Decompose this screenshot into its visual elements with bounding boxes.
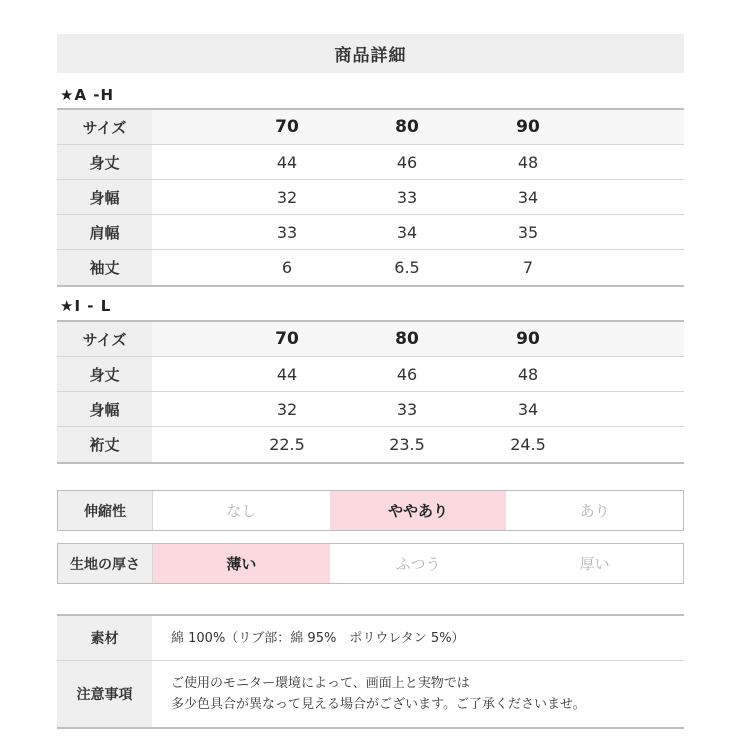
table-cell: 6	[281, 258, 293, 277]
table-cell: 24.5	[510, 435, 546, 454]
table-cell: 46	[396, 152, 418, 172]
row-header: 身幅	[57, 392, 152, 426]
size-column-80: 80	[395, 117, 419, 137]
notice-row	[57, 661, 684, 727]
table-cell: 34	[396, 222, 418, 242]
row-header: 身幅	[57, 180, 152, 214]
notice-line-2: 多少色具合が異なって見える場合がございます。ご了承くださいませ。	[171, 697, 586, 712]
size-header-row	[57, 322, 684, 357]
size-table-a-h	[57, 108, 684, 287]
table-cell: 48	[517, 152, 539, 172]
thickness-scale	[57, 543, 684, 584]
table-cell: 22.5	[269, 435, 305, 454]
thickness-option-thick: 厚い	[579, 555, 610, 573]
size-column-70: 70	[275, 117, 299, 137]
notice-text	[152, 661, 684, 727]
row-header-size: サイズ	[57, 322, 152, 356]
table-cell: 32	[276, 399, 298, 419]
table-cell: 33	[396, 399, 418, 419]
table-row	[57, 215, 684, 250]
table-row	[57, 427, 684, 462]
table-cell: 35	[517, 222, 539, 242]
table-cell: 48	[517, 364, 539, 384]
table-row	[57, 180, 684, 215]
info-table	[57, 614, 684, 729]
table-row	[57, 357, 684, 392]
material-label: 素材	[57, 616, 152, 660]
table-cell: 7	[522, 258, 534, 277]
stretch-option-slight: ややあり	[330, 491, 507, 530]
size-column-90: 90	[516, 329, 540, 349]
size-column-70: 70	[275, 329, 299, 349]
notice-line-1: ご使用のモニター環境によって、画面上と実物では	[171, 676, 470, 691]
material-row	[57, 616, 684, 661]
size-column-80: 80	[395, 329, 419, 349]
row-header: 裄丈	[57, 427, 152, 462]
size-table-i-l	[57, 320, 684, 464]
table-cell: 23.5	[389, 435, 425, 454]
row-header: 身丈	[57, 357, 152, 391]
table-cell: 46	[396, 364, 418, 384]
section-label-i-l: ★I - L	[60, 297, 112, 315]
page-title: 商品詳細	[57, 34, 684, 73]
stretch-option-yes: あり	[579, 502, 610, 520]
row-header: 身丈	[57, 145, 152, 179]
row-header: 肩幅	[57, 215, 152, 249]
table-cell: 44	[276, 364, 298, 384]
size-header-row	[57, 110, 684, 145]
stretch-scale	[57, 490, 684, 531]
table-cell: 33	[276, 222, 298, 242]
material-text: 綿 100%（リブ部：綿 95% ポリウレタン 5%）	[171, 630, 465, 646]
table-cell: 32	[276, 187, 298, 207]
thickness-option-normal: ふつう	[395, 555, 441, 573]
stretch-option-none: なし	[226, 502, 257, 520]
notice-label: 注意事項	[57, 661, 152, 727]
table-cell: 33	[396, 187, 418, 207]
table-row	[57, 145, 684, 180]
row-header-size: サイズ	[57, 110, 152, 144]
section-label-a-h: ★A -H	[60, 86, 115, 104]
table-cell: 6.5	[394, 258, 420, 277]
size-column-90: 90	[516, 117, 540, 137]
thickness-label: 生地の厚さ	[58, 544, 153, 583]
stretch-label: 伸縮性	[58, 491, 153, 530]
row-header: 袖丈	[57, 250, 152, 285]
table-row	[57, 250, 684, 285]
thickness-option-thin: 薄い	[153, 544, 330, 583]
table-cell: 44	[276, 152, 298, 172]
table-cell: 34	[517, 399, 539, 419]
table-cell: 34	[517, 187, 539, 207]
table-row	[57, 392, 684, 427]
